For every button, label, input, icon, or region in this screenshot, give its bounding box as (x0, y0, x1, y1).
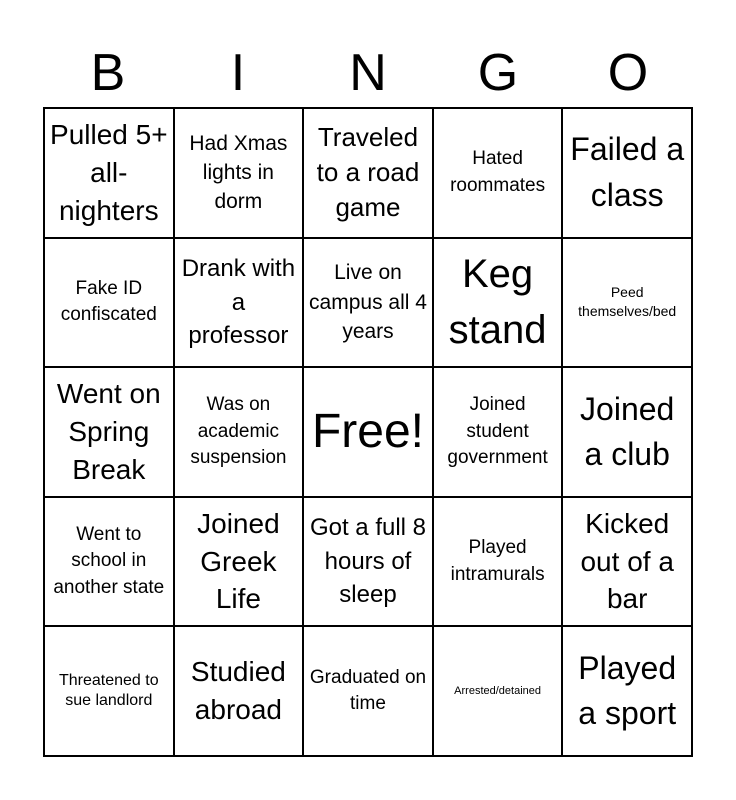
bingo-cell[interactable] (433, 108, 563, 238)
free-space[interactable] (303, 367, 433, 497)
bingo-cell[interactable] (44, 497, 174, 627)
bingo-cell[interactable] (303, 108, 433, 238)
bingo-cell-label: Went on Spring Break (56, 378, 161, 485)
header-letter-i: I (230, 44, 246, 102)
bingo-cell[interactable] (433, 238, 563, 368)
bingo-cell[interactable] (44, 626, 174, 756)
bingo-cell[interactable] (303, 626, 433, 756)
bingo-cell[interactable] (174, 626, 304, 756)
bingo-cell-label: Pulled 5+ all-nighters (50, 119, 168, 226)
bingo-cell-label: Was on academic suspension (190, 394, 287, 469)
bingo-cell-label: Hated roommates (450, 148, 546, 196)
bingo-cell-label: Graduated on time (309, 666, 427, 715)
bingo-cell[interactable] (44, 367, 174, 497)
bingo-cell[interactable] (562, 108, 692, 238)
bingo-cell-label: Keg stand (448, 252, 547, 353)
bingo-cell-label: Arrested/detained (454, 685, 542, 698)
bingo-cell[interactable] (433, 367, 563, 497)
bingo-cell[interactable] (174, 497, 304, 627)
bingo-cell[interactable] (174, 367, 304, 497)
bingo-cell-label: Joined student government (447, 394, 548, 469)
header-letter-b: B (90, 44, 126, 102)
bingo-cell[interactable] (303, 497, 433, 627)
bingo-board (43, 107, 693, 757)
free-space-label: Free! (311, 405, 424, 459)
bingo-cell[interactable] (562, 626, 692, 756)
bingo-cell-label: Went to school in another state (53, 523, 165, 598)
bingo-cell[interactable] (562, 497, 692, 627)
bingo-cell[interactable] (433, 626, 563, 756)
bingo-cell-label: Had Xmas lights in dorm (189, 131, 288, 214)
header-letter-o: O (607, 44, 649, 102)
bingo-cell[interactable] (44, 238, 174, 368)
bingo-cell-label: Studied abroad (190, 656, 286, 726)
header-letter-g: G (477, 44, 519, 102)
bingo-header (43, 38, 693, 108)
bingo-cell-label: Threatened to sue landlord (58, 672, 159, 710)
bingo-cell-label: Traveled to a road game (316, 122, 420, 223)
header-letter-n: N (349, 44, 387, 102)
bingo-cell-label: Drank with a professor (181, 255, 296, 350)
bingo-cell[interactable] (44, 108, 174, 238)
bingo-cell[interactable] (174, 238, 304, 368)
bingo-cell-label: Got a full 8 hours of sleep (309, 514, 427, 609)
bingo-cell-label: Peed themselves/bed (578, 283, 677, 320)
bingo-cell-label: Joined a club (580, 390, 675, 472)
bingo-cell[interactable] (433, 497, 563, 627)
bingo-cell[interactable] (174, 108, 304, 238)
bingo-cell-label: Live on campus all 4 years (309, 261, 427, 344)
bingo-cell-label: Failed a class (570, 131, 685, 213)
bingo-cell-label: Played intramurals (450, 537, 545, 585)
bingo-cell[interactable] (562, 238, 692, 368)
bingo-cell[interactable] (303, 238, 433, 368)
bingo-cell-label: Fake ID confiscated (60, 277, 157, 326)
bingo-cell[interactable] (562, 367, 692, 497)
bingo-cell-label: Kicked out of a bar (580, 507, 674, 615)
bingo-cell-label: Joined Greek Life (197, 507, 280, 615)
bingo-cell-label: Played a sport (578, 649, 677, 732)
